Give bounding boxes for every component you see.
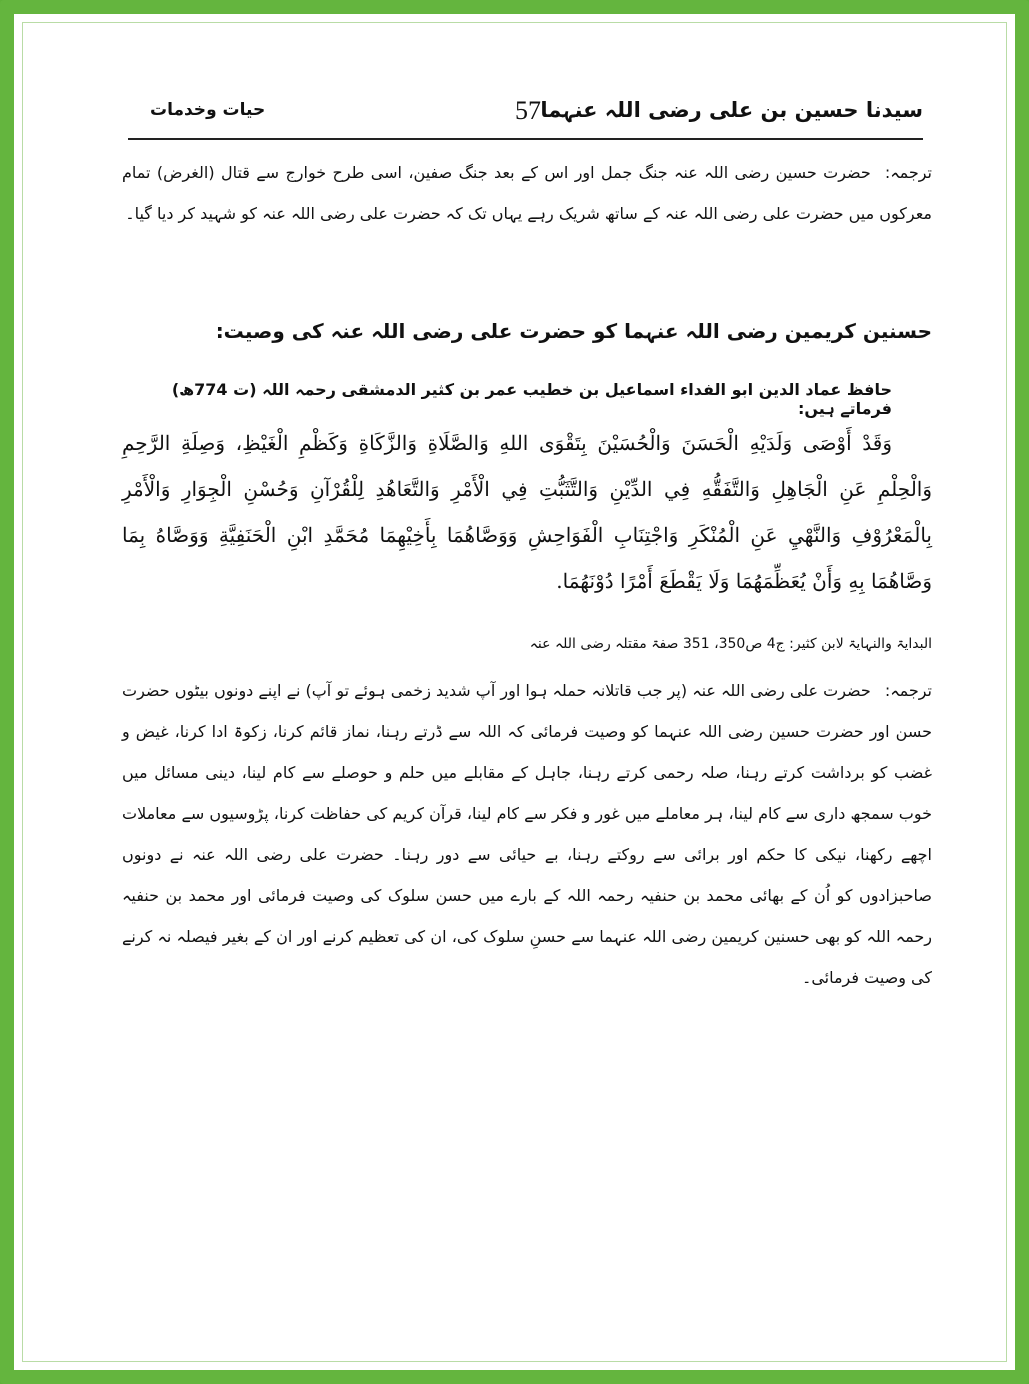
quote-introduction: حافظ عماد الدین ابو الفداء اسماعیل بن خطیب عمر بن کثیر الدمشقی رحمہ اللہ (ت 774ھ) فرماتے ہیں: bbox=[171, 380, 892, 418]
translation-label: ترجمہ: bbox=[884, 681, 932, 700]
page-number: 57 bbox=[515, 96, 541, 125]
header-book-title: سیدنا حسین بن علی رضی اللہ عنہما bbox=[540, 98, 923, 122]
source-reference: البدایۃ والنہایۃ لابن کثیر: ج4 ص350، 351 صفۃ مقتلہ رضی اللہ عنہ bbox=[529, 636, 932, 652]
translation-text: حضرت علی رضی اللہ عنہ (پر جب قاتلانہ حملہ ہوا اور آپ شدید زخمی ہوئے تو آپ) نے اپنے دونوں بیٹوں حضرت حسن اور حضرت حسین رضی اللہ عنہما کو وصیت فرمائی کہ اللہ سے ڈرتے رہنا، نماز قائم کرنا، زکوۃ ادا کرنا، غیض و غضب کو برداشت کرتے رہنا، صلہ رحمی کرتے رہنا، جاہل کے مقابلے میں حلم و حوصلے سے کام لینا، دینی مسائل میں خوب سمجھ داری سے کام لینا، ہر معاملے میں غور و فکر سے کام لینا، قرآن کریم کی حفاظت کرنا، پڑوسیوں سے معاملات اچھے رکھنا، نیکی کا حکم اور برائی سے روکتے رہنا، بے حیائی سے دور رہنا۔ حضرت علی رضی اللہ عنہ نے دونوں صاحبزادوں کو اُن کے بھائی محمد بن حنفیہ رحمہ اللہ کے بارے میں حسن سلوک کی وصیت فرمائی اور محمد بن حنفیہ رحمہ اللہ کو بھی حسنین کریمین رضی اللہ عنہما سے حسنِ سلوک کی، ان کی تعظیم کرنے اور ان کے بغیر فیصلہ نہ کرنے کی وصیت فرمائی۔ bbox=[122, 681, 932, 987]
header-divider bbox=[128, 138, 923, 140]
translation-paragraph-2 bbox=[122, 670, 932, 998]
page-header bbox=[128, 94, 923, 134]
translation-paragraph-1 bbox=[122, 152, 932, 234]
arabic-quote: وَقَدْ أَوْصَى وَلَدَيْهِ الْحَسَنَ وَالْحُسَيْنَ بِتَقْوَى اللهِ وَالصَّلَاةِ وَالزَّكَاةِ وَكَظْمِ الْغَيْظِ، وَصِلَةِ الرَّحِمِ وَالْحِلْمِ عَنِ الْجَاهِلِ وَالتَّفَقُّهِ فِي الدِّيْنِ وَالتَّثَبُّتِ فِي الْأَمْرِ وَالتَّعَاهُدِ لِلْقُرْآنِ وَحُسْنِ الْجِوَارِ وَالْأَمْرِ بِالْمَعْرُوْفِ وَالنَّهْيِ عَنِ الْمُنْكَرِ وَاجْتِنَابِ الْفَوَاحِشِ وَوَصَّاهُمَا بِأَخِيْهِمَا مُحَمَّدِ ابْنِ الْحَنَفِيَّةِ وَوَصَّاهُ بِمَا وَصَّاهُمَا بِهِ وَأَنْ يُعَظِّمَهُمَا وَلَا يَقْطَعَ أَمْرًا دُوْنَهُمَا. bbox=[122, 431, 932, 593]
header-section-title: حیات وخدمات bbox=[150, 100, 266, 120]
section-heading: حسنین کریمین رضی اللہ عنہما کو حضرت علی رضی اللہ عنہ کی وصیت: bbox=[215, 319, 932, 343]
translation-label: ترجمہ: bbox=[884, 163, 932, 182]
translation-text: حضرت حسین رضی اللہ عنہ جنگ جمل اور اس کے بعد جنگ صفین، اسی طرح خوارج سے قتال (الغرض) تمام معرکوں میں حضرت علی رضی اللہ عنہ کے ساتھ شریک رہے یہاں تک کہ حضرت علی رضی اللہ عنہ کو شہید کر دیا گیا۔ bbox=[122, 163, 932, 223]
